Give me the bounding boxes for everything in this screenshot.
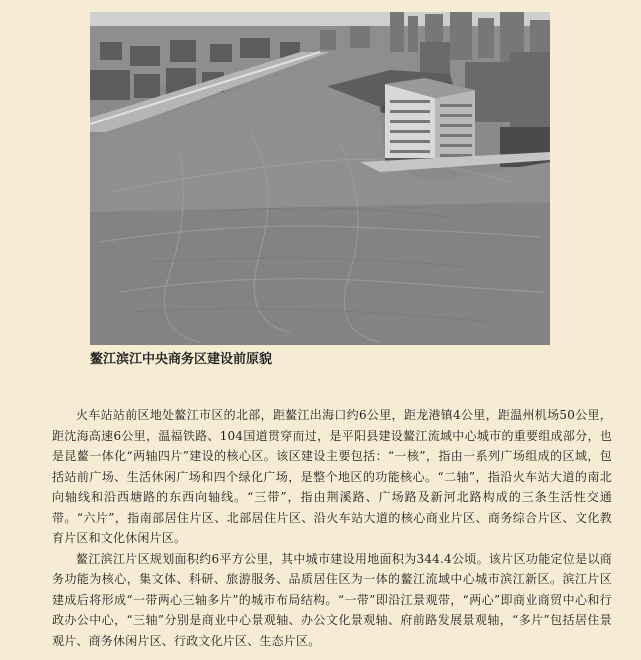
article-body [52, 405, 612, 651]
article-paragraph: 火车站站前区地处鳌江市区的北部，距鳌江出海口约6公里，距龙港镇4公里，距温州机场50公里，距沈海高速6公里，温福铁路、104国道贯穿而过，是平阳县建设鳌江流域中心城市的重要组成部分，也是昆鳌一体化“两轴四片”建设的核心区。该区建设主要包括：“一核”，指由一系列广场组成的区域，包括站前广场、生活休闲广场和四个绿化广场，是整个地区的功能核心。“二轴”，指沿火车站大道的南北向轴线和沿西塘路的东西向轴线。“三带”，指由荆溪路、广场路及新河北路构成的三条生活性交通带。“六片”，指南部居住片区、北部居住片区、沿火车站大道的核心商业片区、商务综合片区、文化教育片区和文化休闲片区。 [52, 408, 612, 545]
construction-site-photo [90, 12, 550, 345]
article-paragraph: 鳌江滨江片区规划面积约6平方公里，其中城市建设用地面积为344.4公顷。该片区功能定位是以商务功能为核心，集文体、科研、旅游服务、品质居住区为一体的鳌江流域中心城市滨江新区。滨江片区建成后将形成“一带两心三轴多片”的城市布局结构。“一带”即沿江景观带，“两心”即商业商贸中心和行政办公中心，“三轴”分别是商业中心景观轴、办公文化景观轴、府前路发展景观轴，“多片”包括居住景观片、商务休闲片区、行政文化片区、生态片区。 [52, 551, 612, 648]
apartment-building [385, 78, 475, 164]
photo-caption: 鳌江滨江中央商务区建设前原貌 [90, 352, 273, 367]
